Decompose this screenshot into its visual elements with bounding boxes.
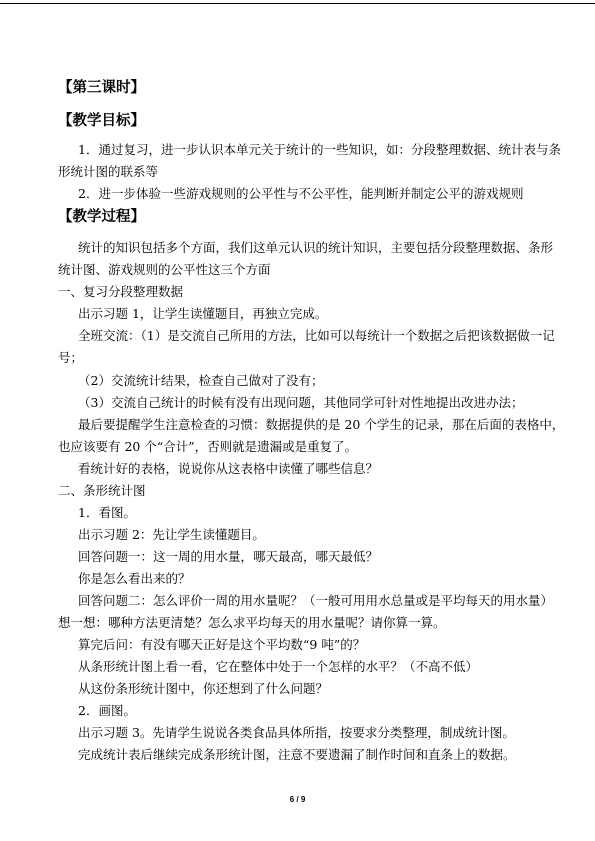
- objectives-heading: 【教学目标】: [58, 113, 145, 129]
- section-2-title: 二、条形统计图: [58, 483, 146, 498]
- section-1-title: 一、复习分段整理数据: [58, 284, 184, 299]
- objective-1-line-1: 1．通过复习，进一步认识本单元关于统计的一些知识，如：分段整理数据、统计表与条: [78, 142, 561, 157]
- section-2-step-5-line-1: 回答问题二：怎么评价一周的用水量呢？（一般可用用水总量或是平均每天的用水量）: [78, 593, 554, 608]
- objective-2: 2．进一步体验一些游戏规则的公平性与不公平性，能判断并制定公平的游戏规则: [78, 186, 524, 201]
- page-number: 6 / 9: [289, 795, 306, 804]
- process-intro-line-1: 统计的知识包括多个方面，我们这单元认识的统计知识，主要包括分段整理数据、条形: [78, 240, 554, 255]
- process-heading: 【教学过程】: [58, 209, 145, 225]
- section-2-step-1: 1．看图。: [78, 505, 136, 520]
- top-border-line: [0, 3, 595, 4]
- section-1-paragraph-6: 看统计好的表格，说说你从这表格中读懂了哪些信息？: [78, 461, 379, 476]
- section-2-step-10: 出示习题 3。先请学生说说各类食品具体所指，按要求分类整理，制成统计图。: [78, 725, 515, 740]
- section-2-step-6: 算完后问：有没有哪天正好是这个平均数“9 吨”的？: [78, 637, 366, 652]
- section-2-step-3: 回答问题一：这一周的用水量，哪天最高，哪天最低？: [78, 549, 379, 564]
- section-1-paragraph-2-line-2: 号；: [58, 350, 84, 365]
- section-2-step-5-line-2: 想一想：哪种方法更清楚？怎么求平均每天的用水量呢？请你算一算。: [58, 615, 446, 630]
- objective-1-line-2: 形统计图的联系等: [58, 164, 159, 179]
- section-2-step-9: 2．画图。: [78, 703, 136, 718]
- section-2-step-4: 你是怎么看出来的？: [78, 571, 191, 586]
- section-2-step-11: 完成统计表后继续完成条形统计图，注意不要遗漏了制作时间和直条上的数据。: [78, 747, 516, 762]
- section-1-paragraph-3: （2）交流统计结果，检查自己做对了没有；: [78, 373, 324, 388]
- section-2-step-7: 从条形统计图上看一看，它在整体中处于一个怎样的水平？（不高不低）: [78, 659, 479, 674]
- section-2-step-8: 从这份条形统计图中，你还想到了什么问题？: [78, 681, 329, 696]
- section-1-paragraph-2-line-1: 全班交流：（1）是交流自己所用的方法，比如可以每统计一个数据之后把该数据做一记: [78, 328, 555, 343]
- lesson-title: 【第三课时】: [58, 80, 145, 96]
- section-1-paragraph-1: 出示习题 1，让学生读懂题目，再独立完成。: [78, 306, 328, 321]
- section-2-step-2: 出示习题 2：先让学生读懂题目。: [78, 527, 265, 542]
- section-1-paragraph-5-line-2: 也应该要有 20 个“合计”，否则就是遗漏或是重复了。: [58, 439, 358, 454]
- process-intro-line-2: 统计图、游戏规则的公平性这三个方面: [58, 262, 271, 277]
- section-1-paragraph-4: （3）交流自己统计的时候有没有出现问题，其他同学可针对性地提出改进办法；: [78, 395, 524, 410]
- section-1-paragraph-5-line-1: 最后要提醒学生注意检查的习惯：数据提供的是 20 个学生的记录，那在后面的表格中，: [78, 417, 565, 432]
